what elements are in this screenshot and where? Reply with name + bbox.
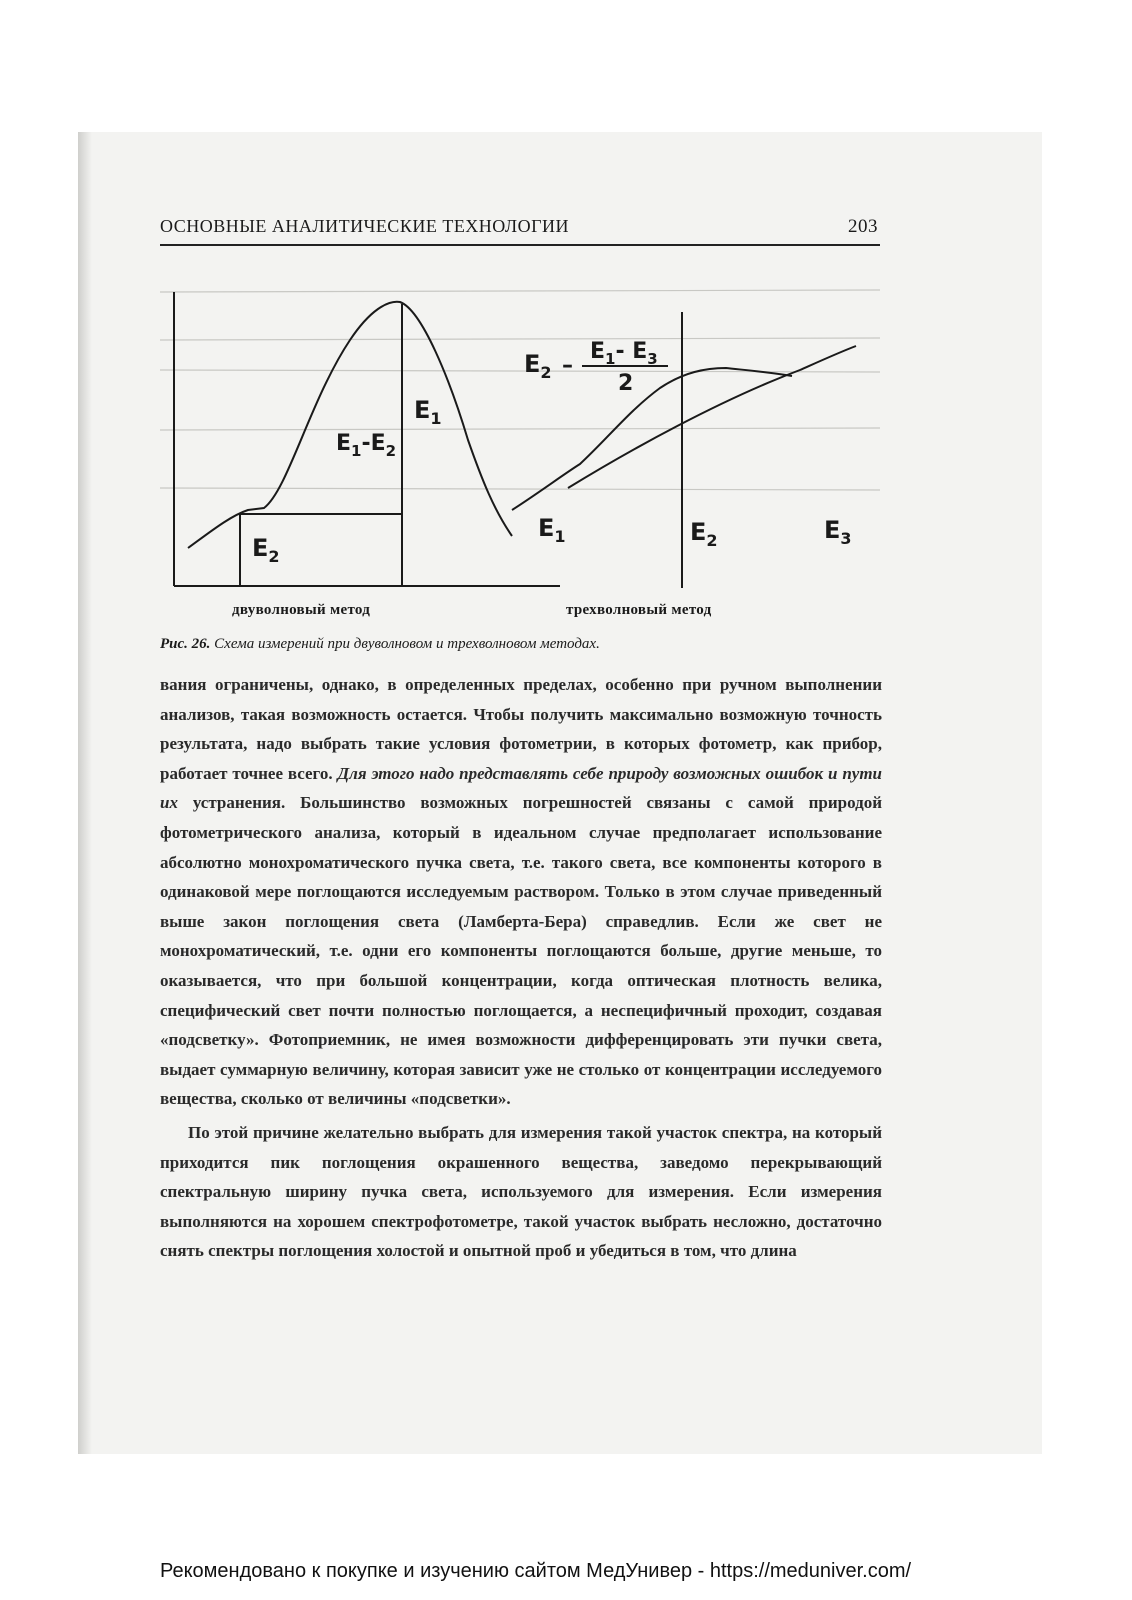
formula-numerator: $E_1-$ $E_3$ bbox=[590, 339, 658, 368]
figure-caption-number: Рис. 26. bbox=[160, 636, 211, 652]
two-wavelength-method-label: двуволновый метод bbox=[232, 602, 371, 618]
figure-drawing bbox=[160, 270, 890, 605]
paragraph-2: По этой причине желательно выбрать для измерения такой участок спектра, на который приходится пик поглощения окрашенного вещества, заведомо перекрывающий спектральную ширину пучка света, используемого для измерения. Если измерения выполняются на хорошем спектрофотометре, такой участок выбрать несложно, достаточно снять спектры поглощения холостой и опытной проб и убедиться в том, что длина bbox=[160, 1122, 882, 1261]
right-e3-label: $E_3$ bbox=[824, 516, 852, 548]
paragraph-1-italic: Для этого надо представлять себе природу возможных ошибок и пути их bbox=[160, 763, 883, 813]
footer-recommendation: Рекомендовано к покупке и изучению сайтом МедУнивер - https://meduniver.com/ bbox=[160, 1560, 912, 1582]
right-e1-label: $E_1$ bbox=[538, 514, 566, 546]
figure-caption-text: Схема измерений при двуволновом и трехволновом методах. bbox=[210, 636, 600, 652]
left-e1-minus-e2-label: $E_1-E_2$ bbox=[336, 431, 397, 460]
left-e1-label: $E_1$ bbox=[414, 396, 442, 428]
body-text bbox=[160, 670, 882, 1266]
running-header bbox=[160, 216, 880, 246]
page-number: 203 bbox=[848, 216, 878, 237]
formula-denominator: 2 bbox=[618, 371, 634, 396]
running-header-title: ОСНОВНЫЕ АНАЛИТИЧЕСКИЕ ТЕХНОЛОГИИ bbox=[160, 216, 570, 236]
figure-26 bbox=[160, 270, 890, 620]
right-e2-label: $E_2$ bbox=[690, 518, 718, 550]
paragraph-1-start: вания ограничены, однако, в определенных пределах, особенно при ручном выполнении анализов, такая возможность остается. Чтобы получить максимально возможную точность результата, надо выбрать такие условия фотометрии, в которых фотометр, как прибор, работает точнее всего. bbox=[160, 675, 882, 783]
left-e2-label: $E_2$ bbox=[252, 534, 280, 566]
paragraph-1-rest: устранения. Большинство возможных погрешностей связаны с самой природой фотометрического анализа, который в идеальном случае предполагает использование абсолютно монохроматического пучка света, т.е. такого света, все компоненты которого в одинаковой мере поглощаются исследуемым раствором. Только в этом случае приведенный выше закон поглощения света (Ламберта-Бера) справедлив. Если же свет не монохроматический, т.е. одни его компоненты поглощаются больше, другие меньше, то оказывается, что при большой концентрации, когда оптическая плотность велика, специфический свет почти полностью поглощается, а неспецифичный проходит, создавая «подсветку». Фотоприемник, не имея возможности дифференцировать эти пучки света, выдает суммарную величину, которая зависит уже не столько от концентрации исследуемого вещества, сколько от величины «подсветки». bbox=[160, 793, 882, 1109]
three-wavelength-method-label: трехволновый метод bbox=[566, 602, 712, 618]
figure-caption bbox=[160, 636, 880, 653]
paragraph-1 bbox=[160, 670, 882, 1114]
formula-lhs: $E_2$ bbox=[524, 350, 552, 382]
page-edge-shadow bbox=[78, 132, 92, 1454]
formula-minus: – bbox=[562, 353, 573, 378]
